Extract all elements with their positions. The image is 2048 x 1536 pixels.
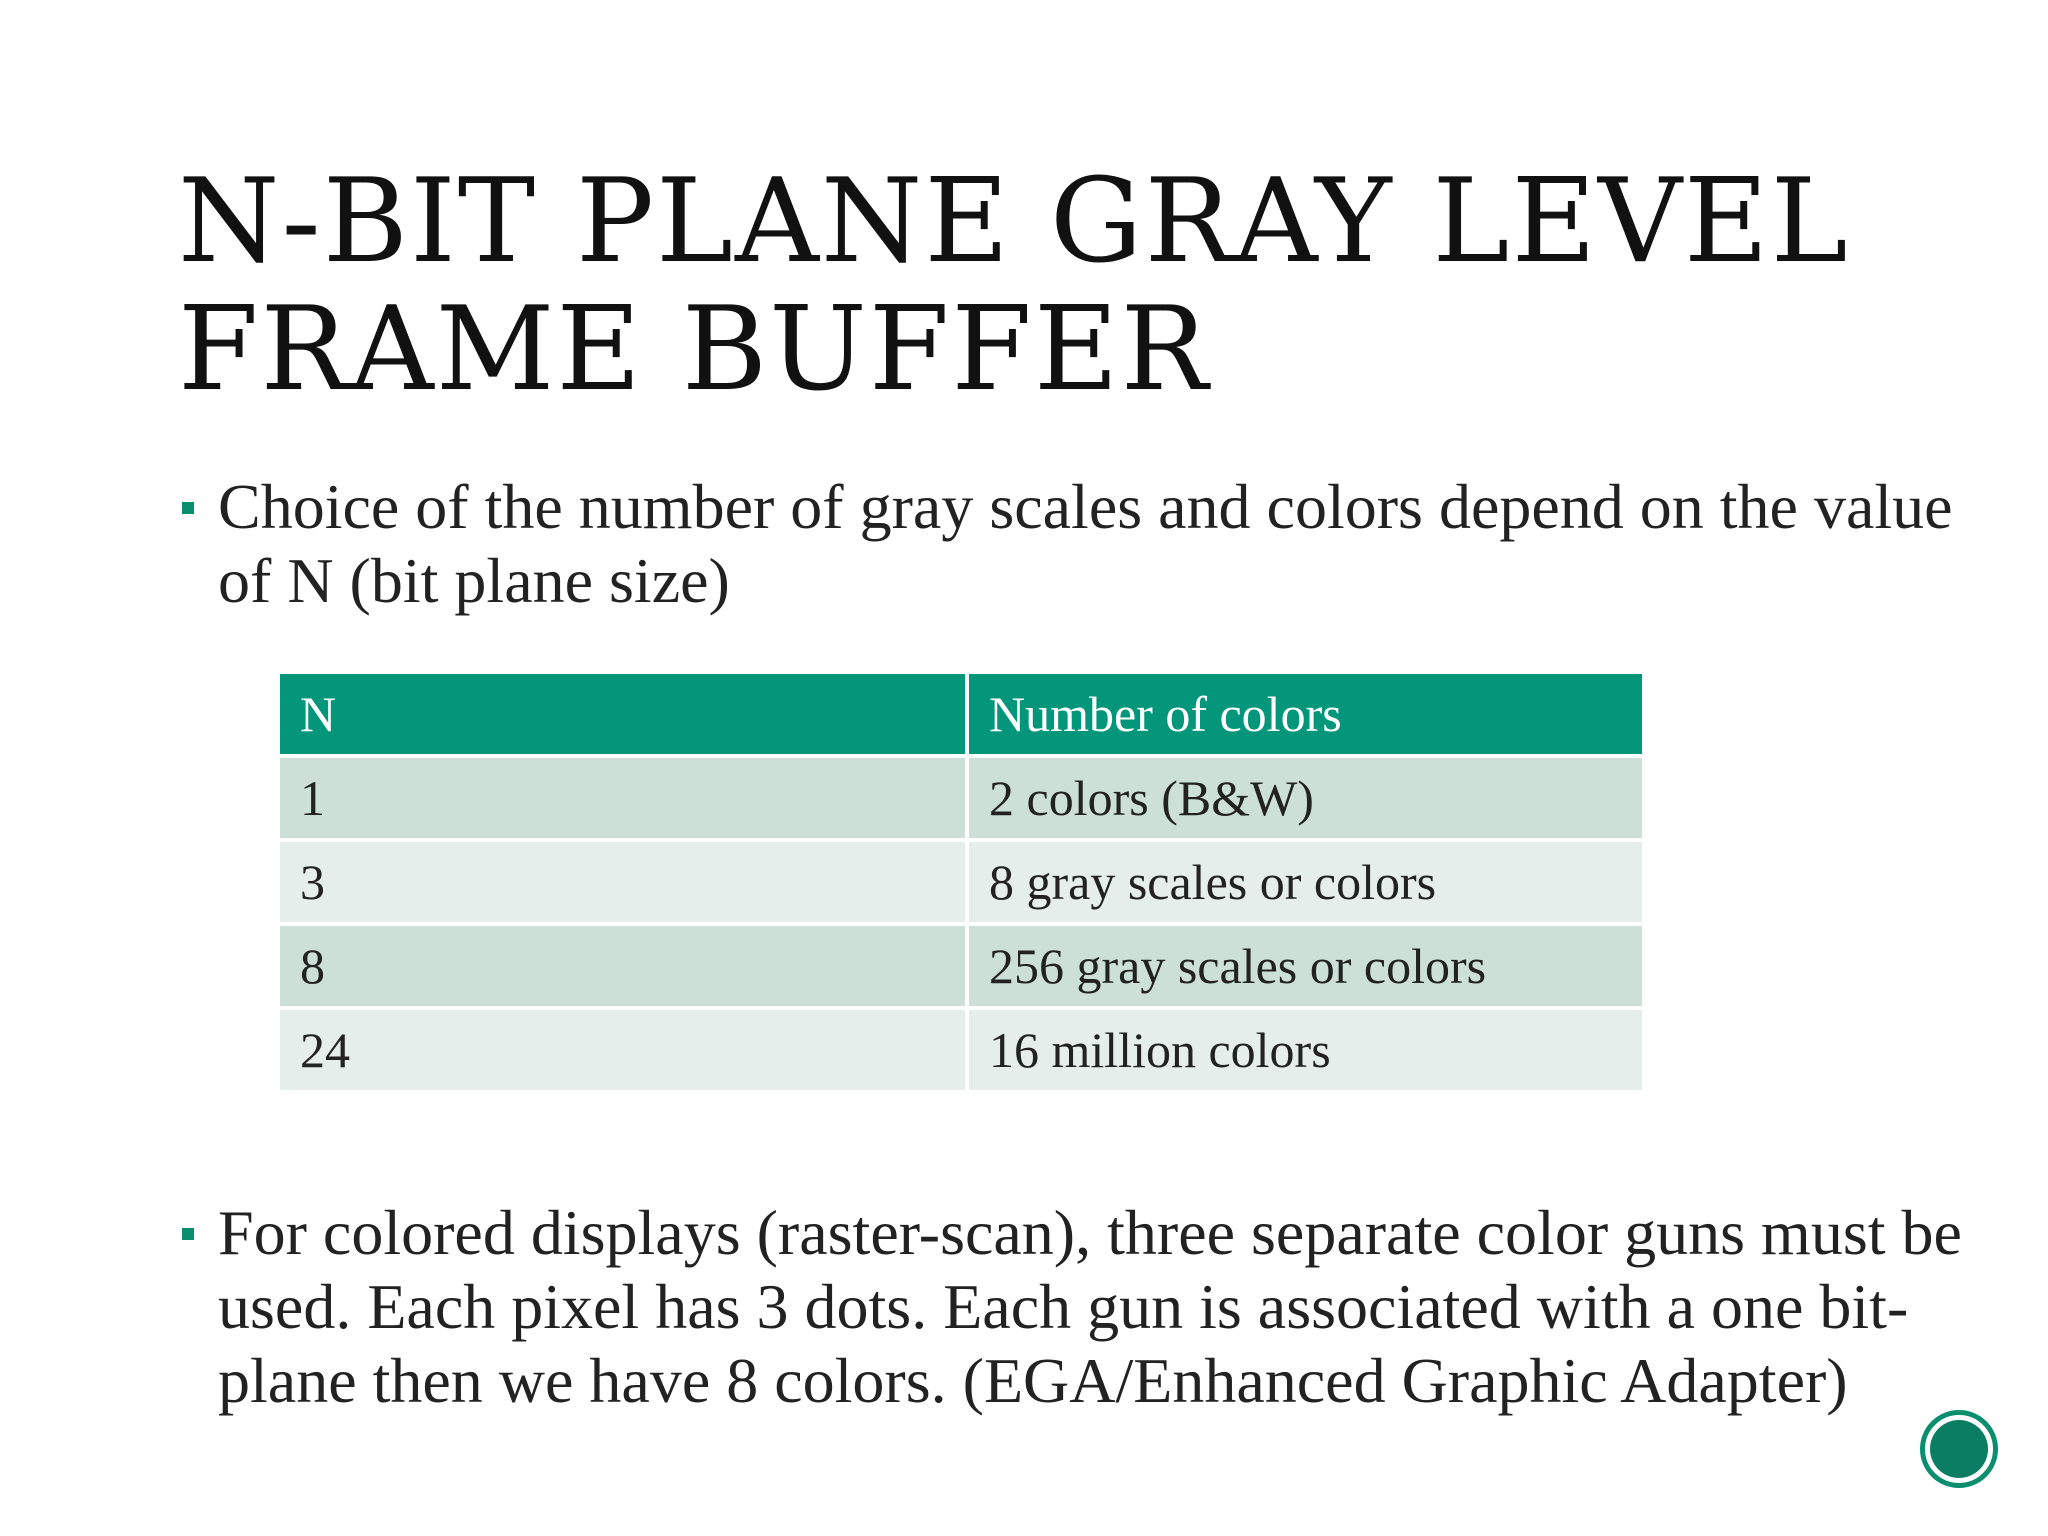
table-row bbox=[280, 758, 1642, 838]
table-cell-colors: 16 million colors bbox=[969, 1010, 1642, 1090]
table-cell-n: 8 bbox=[280, 926, 965, 1006]
slide-title-line-2: FRAME BUFFER bbox=[178, 282, 1210, 417]
table-row bbox=[280, 926, 1642, 1006]
bullet-marker-icon bbox=[182, 1228, 194, 1240]
slide-title-line-1: N-BIT PLANE GRAY LEVEL bbox=[178, 154, 1850, 289]
table-header-n: N bbox=[280, 674, 965, 754]
table-row bbox=[280, 842, 1642, 922]
slide-title bbox=[178, 154, 2008, 417]
table-cell-n: 24 bbox=[280, 1010, 965, 1090]
table-row bbox=[280, 1010, 1642, 1090]
bit-plane-table bbox=[276, 670, 1646, 1094]
table-header-colors: Number of colors bbox=[969, 674, 1642, 754]
table-cell-n: 1 bbox=[280, 758, 965, 838]
bullet-text: Choice of the number of gray scales and colors depend on the value of N (bit plane size) bbox=[218, 471, 1953, 616]
bullet-item bbox=[178, 470, 2018, 618]
table-header-row bbox=[280, 674, 1642, 754]
bullet-marker-icon bbox=[182, 502, 194, 514]
circle-button-fill bbox=[1930, 1420, 1988, 1478]
circle-button-icon[interactable] bbox=[1920, 1410, 1998, 1488]
table-cell-n: 3 bbox=[280, 842, 965, 922]
table-cell-colors: 2 colors (B&W) bbox=[969, 758, 1642, 838]
table-cell-colors: 8 gray scales or colors bbox=[969, 842, 1642, 922]
bullet-text: For colored displays (raster-scan), three separate color guns must be used. Each pixel has 3 dots. Each gun is associated with a one bit-plane then we have 8 colors. (EGA/Enhanced Graphic Adapter) bbox=[218, 1197, 1962, 1416]
bullet-item bbox=[178, 1196, 2018, 1418]
table-cell-colors: 256 gray scales or colors bbox=[969, 926, 1642, 1006]
